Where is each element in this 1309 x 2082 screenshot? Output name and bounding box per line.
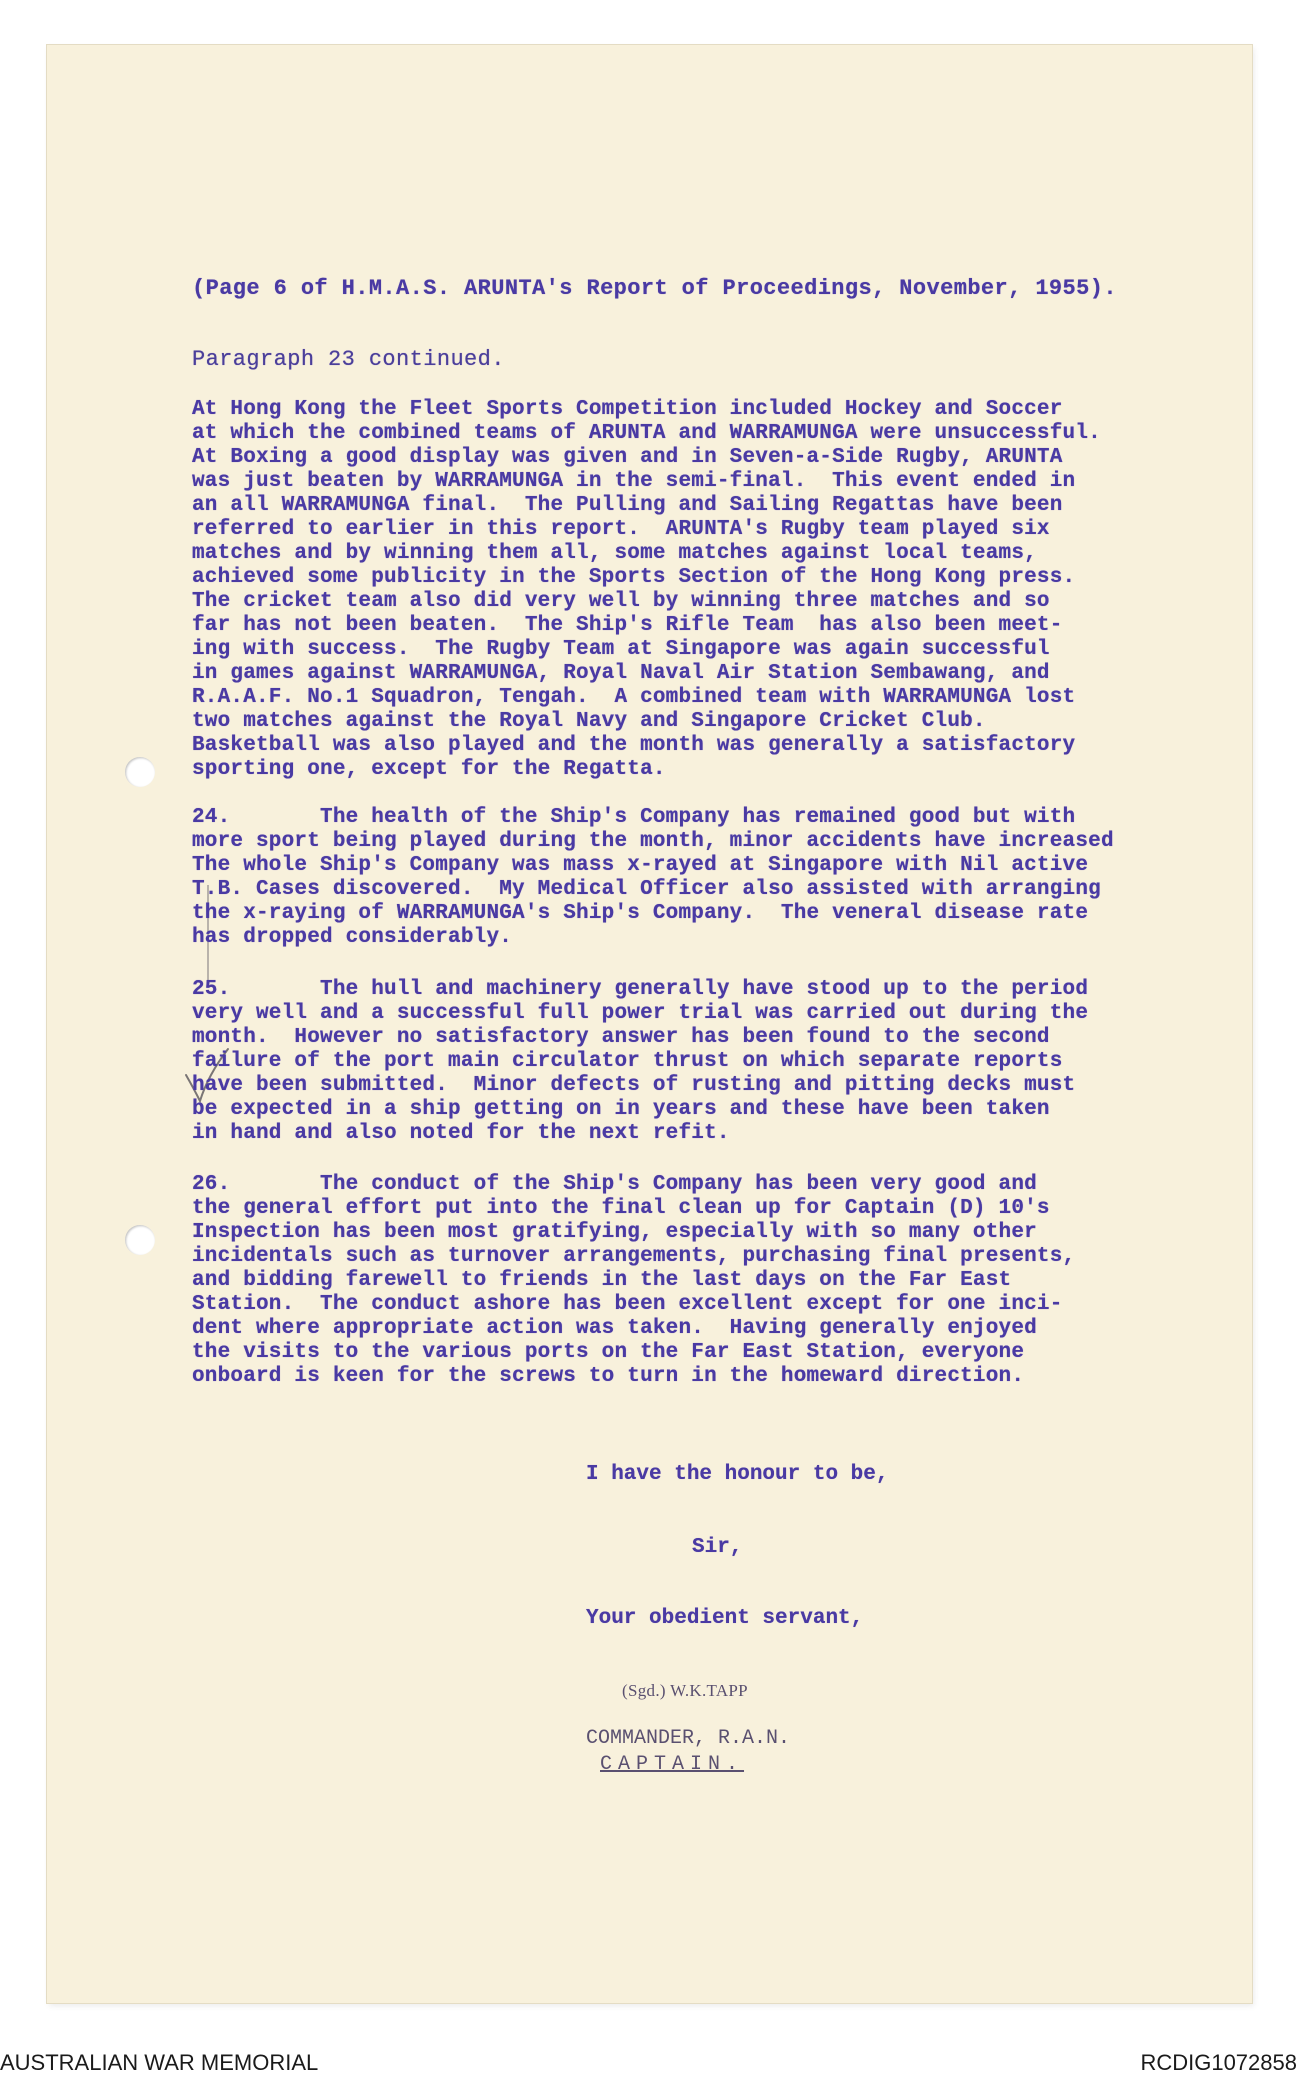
text-line: failure of the port main circulator thrust on which separate reports (192, 1050, 1063, 1073)
text-line: at which the combined teams of ARUNTA and WARRAMUNGA were unsuccessful. (192, 422, 1101, 445)
text-line: onboard is keen for the screws to turn in the homeward direction. (192, 1365, 1025, 1388)
text-line: The whole Ship's Company was mass x-rayed at Singapore with Nil active (192, 854, 1089, 877)
text-line: At Hong Kong the Fleet Sports Competition included Hockey and Soccer (192, 398, 1063, 421)
text-line: achieved some publicity in the Sports Section of the Hong Kong press. (192, 566, 1076, 589)
text-line: The cricket team also did very well by winning three matches and so (192, 590, 1050, 613)
closing-line: Your obedient servant, (586, 1607, 864, 1630)
text-line: an all WARRAMUNGA final. The Pulling and Sailing Regattas have been (192, 494, 1063, 517)
text-line: in games against WARRAMUNGA, Royal Naval Air Station Sembawang, and (192, 662, 1050, 685)
text-line: and bidding farewell to friends in the last days on the Far East (192, 1269, 1012, 1292)
text-line: 26. The conduct of the Ship's Company has been very good and (192, 1173, 1037, 1196)
text-line: the visits to the various ports on the Far East Station, everyone (192, 1341, 1025, 1364)
text-line: Inspection has been most gratifying, especially with so many other (192, 1221, 1037, 1244)
text-line: in hand and also noted for the next refit. (192, 1122, 730, 1145)
text-line: the x-raying of WARRAMUNGA's Ship's Company. The veneral disease rate (192, 902, 1089, 925)
text-line: the general effort put into the final clean up for Captain (D) 10's (192, 1197, 1050, 1220)
text-line: month. However no satisfactory answer has been found to the second (192, 1026, 1050, 1049)
text-line: matches and by winning them all, some matches against local teams, (192, 542, 1037, 565)
text-line: was just beaten by WARRAMUNGA in the semi-final. This event ended in (192, 470, 1076, 493)
paragraph-23 (192, 398, 1101, 782)
text-line: incidentals such as turnover arrangements, purchasing final presents, (192, 1245, 1076, 1268)
text-line: two matches against the Royal Navy and Singapore Cricket Club. (192, 710, 986, 733)
text-line: 24. The health of the Ship's Company has remained good but with (192, 806, 1076, 829)
punch-hole (125, 757, 155, 787)
paragraph-label: Paragraph 23 continued. (192, 347, 505, 372)
text-line: At Boxing a good display was given and in Seven-a-Side Rugby, ARUNTA (192, 446, 1063, 469)
page-heading: (Page 6 of H.M.A.S. ARUNTA's Report of Proceedings, November, 1955). (192, 276, 1117, 301)
salutation: Sir, (692, 1536, 743, 1559)
text-line: dent where appropriate action was taken. Having generally enjoyed (192, 1317, 1037, 1340)
signatory-title: CAPTAIN. (600, 1753, 745, 1776)
text-line: very well and a successful full power trial was carried out during the (192, 1002, 1089, 1025)
text-line: Basketball was also played and the month was generally a satisfactory (192, 734, 1076, 757)
text-line: has dropped considerably. (192, 926, 513, 949)
closing-line: I have the honour to be, (586, 1463, 889, 1486)
paragraph-24 (192, 806, 1114, 950)
signature-stamp: (Sgd.) W.K.TAPP (622, 1681, 748, 1700)
text-line: R.A.A.F. No.1 Squadron, Tengah. A combined team with WARRAMUNGA lost (192, 686, 1076, 709)
text-line: Station. The conduct ashore has been excellent except for one inci- (192, 1293, 1063, 1316)
archive-reference: RCDIG1072858 (1140, 2050, 1297, 2075)
text-line: 25. The hull and machinery generally have stood up to the period (192, 978, 1089, 1001)
text-line: T.B. Cases discovered. My Medical Officer also assisted with arranging (192, 878, 1101, 901)
text-line: far has not been beaten. The Ship's Rifle Team has also been meet- (192, 614, 1063, 637)
paragraph-26 (192, 1173, 1075, 1389)
text-line: be expected in a ship getting on in years and these have been taken (192, 1098, 1050, 1121)
text-line: sporting one, except for the Regatta. (192, 758, 666, 781)
signatory-rank: COMMANDER, R.A.N. (586, 1727, 791, 1750)
text-line: referred to earlier in this report. ARUNTA's Rugby team played six (192, 518, 1050, 541)
paragraph-25 (192, 978, 1088, 1146)
punch-hole (125, 1225, 155, 1255)
text-line: have been submitted. Minor defects of rusting and pitting decks must (192, 1074, 1076, 1097)
text-line: ing with success. The Rugby Team at Singapore was again successful (192, 638, 1050, 661)
archive-credit: AUSTRALIAN WAR MEMORIAL (0, 2050, 319, 2075)
text-line: more sport being played during the month, minor accidents have increased (192, 830, 1114, 853)
